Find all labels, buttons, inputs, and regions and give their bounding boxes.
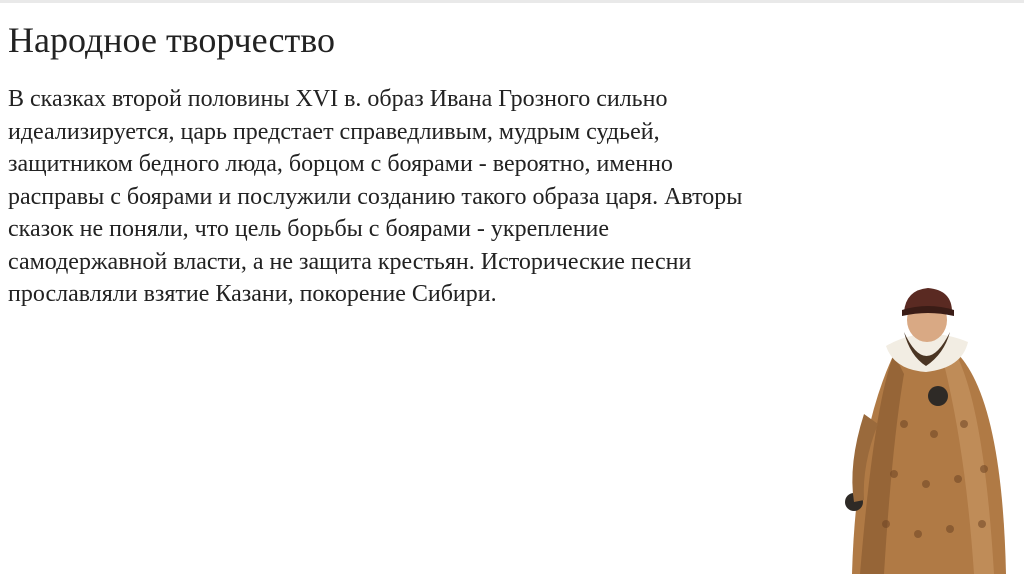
body-line: защитником бедного люда, борцом с боярами - вероятно, именно [8, 151, 673, 177]
body-line: идеализируется, царь предстает справедливым, мудрым судьей, [8, 118, 660, 145]
tsar-ivan-portrait [834, 284, 1024, 574]
body-line: расправы с боярами и послужили созданию такого образа царя. Авторы [8, 183, 743, 210]
slide-body-text [8, 83, 968, 311]
body-line: прославляли взятие Казани, покорение Сибири. [8, 281, 497, 307]
body-line: В сказках второй половины XVI в. образ Ивана Грозного сильно [8, 86, 668, 112]
body-line: самодержавной власти, а не защита крестьян. Исторические песни [8, 248, 692, 275]
right-hand [928, 386, 948, 406]
slide-top-border [0, 0, 1024, 3]
body-line: сказок не поняли, что цель борьбы с боярами - укрепление [8, 216, 610, 242]
slide-title: Народное творчество [8, 20, 335, 60]
